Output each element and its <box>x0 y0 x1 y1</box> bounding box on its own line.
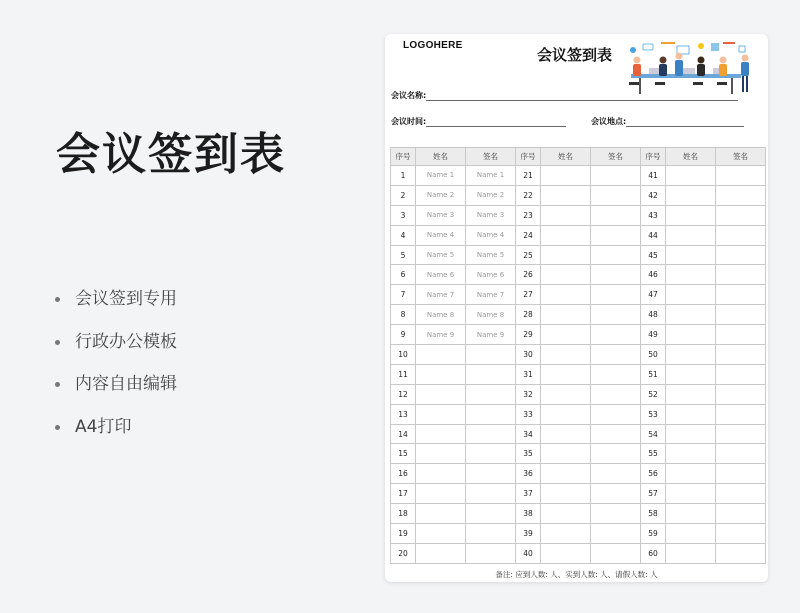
name-cell[interactable]: Name 8 <box>416 305 466 325</box>
sign-in-sheet <box>385 34 768 582</box>
column-header: 签名 <box>716 148 766 166</box>
signature-cell[interactable]: Name 1 <box>466 166 516 186</box>
name-cell[interactable] <box>416 543 466 563</box>
signature-cell[interactable] <box>591 484 641 504</box>
signature-cell[interactable] <box>716 404 766 424</box>
row-number: 29 <box>516 325 541 345</box>
signature-cell[interactable] <box>716 424 766 444</box>
signature-cell[interactable]: Name 8 <box>466 305 516 325</box>
name-cell[interactable] <box>666 205 716 225</box>
name-cell[interactable] <box>666 543 716 563</box>
bullet-icon <box>55 340 60 345</box>
name-cell[interactable]: Name 7 <box>416 285 466 305</box>
row-number: 27 <box>516 285 541 305</box>
row-number: 56 <box>641 464 666 484</box>
signature-cell[interactable] <box>591 404 641 424</box>
signature-cell[interactable] <box>591 464 641 484</box>
row-number: 42 <box>641 185 666 205</box>
signature-cell[interactable]: Name 4 <box>466 225 516 245</box>
signature-cell[interactable] <box>716 185 766 205</box>
row-number: 9 <box>391 325 416 345</box>
table-header-row <box>391 148 766 166</box>
name-cell[interactable] <box>541 404 591 424</box>
row-number: 5 <box>391 245 416 265</box>
name-cell[interactable] <box>541 543 591 563</box>
name-cell[interactable] <box>541 364 591 384</box>
signature-cell[interactable] <box>716 464 766 484</box>
name-cell[interactable] <box>666 424 716 444</box>
signature-cell[interactable] <box>466 444 516 464</box>
row-number: 20 <box>391 543 416 563</box>
name-cell[interactable] <box>416 464 466 484</box>
name-cell[interactable] <box>666 504 716 524</box>
signature-cell[interactable] <box>716 484 766 504</box>
table-row <box>391 524 766 544</box>
row-number: 50 <box>641 345 666 365</box>
name-cell[interactable] <box>416 364 466 384</box>
column-header: 序号 <box>516 148 541 166</box>
meeting-time-field: 会议时间: <box>391 116 566 127</box>
row-number: 48 <box>641 305 666 325</box>
name-cell[interactable] <box>541 504 591 524</box>
name-cell[interactable] <box>541 185 591 205</box>
table-row <box>391 364 766 384</box>
row-number: 10 <box>391 345 416 365</box>
signature-cell[interactable] <box>466 404 516 424</box>
name-cell[interactable] <box>666 404 716 424</box>
row-number: 23 <box>516 205 541 225</box>
table-body <box>391 166 766 564</box>
signature-cell[interactable] <box>591 504 641 524</box>
promo-title: 会议签到表 <box>56 129 286 180</box>
table-row <box>391 404 766 424</box>
column-header: 签名 <box>466 148 516 166</box>
row-number: 19 <box>391 524 416 544</box>
name-cell[interactable]: Name 9 <box>416 325 466 345</box>
row-number: 17 <box>391 484 416 504</box>
row-number: 47 <box>641 285 666 305</box>
name-cell[interactable] <box>541 265 591 285</box>
signature-cell[interactable] <box>591 245 641 265</box>
name-cell[interactable] <box>666 364 716 384</box>
signature-cell[interactable] <box>716 345 766 365</box>
row-number: 12 <box>391 384 416 404</box>
row-number: 55 <box>641 444 666 464</box>
table-row <box>391 504 766 524</box>
table-row <box>391 166 766 186</box>
table-row <box>391 285 766 305</box>
row-number: 49 <box>641 325 666 345</box>
signature-cell[interactable] <box>591 524 641 544</box>
signature-cell[interactable] <box>591 424 641 444</box>
name-cell[interactable] <box>416 384 466 404</box>
table-row <box>391 543 766 563</box>
name-cell[interactable] <box>416 444 466 464</box>
name-cell[interactable] <box>541 444 591 464</box>
signature-cell[interactable] <box>591 166 641 186</box>
sheet-title: 会议签到表 <box>537 46 613 64</box>
row-number: 2 <box>391 185 416 205</box>
signature-cell[interactable] <box>716 245 766 265</box>
table-row <box>391 305 766 325</box>
signature-cell[interactable]: Name 5 <box>466 245 516 265</box>
signature-cell[interactable] <box>591 325 641 345</box>
row-number: 60 <box>641 543 666 563</box>
signature-cell[interactable] <box>466 364 516 384</box>
name-cell[interactable] <box>541 424 591 444</box>
signature-cell[interactable] <box>716 166 766 186</box>
signature-cell[interactable] <box>591 543 641 563</box>
table-row <box>391 484 766 504</box>
signature-cell[interactable] <box>466 384 516 404</box>
row-number: 40 <box>516 543 541 563</box>
name-cell[interactable] <box>416 424 466 444</box>
name-cell[interactable] <box>666 464 716 484</box>
row-number: 16 <box>391 464 416 484</box>
table-row <box>391 464 766 484</box>
signature-cell[interactable] <box>716 225 766 245</box>
column-header: 姓名 <box>666 148 716 166</box>
name-cell[interactable]: Name 5 <box>416 245 466 265</box>
signature-cell[interactable] <box>591 185 641 205</box>
feature-item: A4打印 <box>55 414 177 457</box>
row-number: 15 <box>391 444 416 464</box>
name-cell[interactable] <box>666 345 716 365</box>
signature-cell[interactable]: Name 3 <box>466 205 516 225</box>
name-cell[interactable] <box>541 464 591 484</box>
signature-cell[interactable]: Name 7 <box>466 285 516 305</box>
signature-cell[interactable] <box>716 524 766 544</box>
row-number: 53 <box>641 404 666 424</box>
attendance-table <box>390 147 766 564</box>
name-cell[interactable] <box>541 285 591 305</box>
row-number: 3 <box>391 205 416 225</box>
name-cell[interactable] <box>666 285 716 305</box>
column-header: 序号 <box>641 148 666 166</box>
signature-cell[interactable] <box>716 504 766 524</box>
row-number: 21 <box>516 166 541 186</box>
name-cell[interactable]: Name 2 <box>416 185 466 205</box>
name-cell[interactable] <box>666 185 716 205</box>
name-cell[interactable]: Name 1 <box>416 166 466 186</box>
meeting-name-field: 会议名称: <box>391 90 738 101</box>
signature-cell[interactable] <box>591 364 641 384</box>
row-number: 31 <box>516 364 541 384</box>
name-cell[interactable] <box>666 444 716 464</box>
name-cell[interactable] <box>541 245 591 265</box>
footer-note: 备注: 应到人数: 人、实到人数: 人、请假人数: 人 <box>495 570 658 579</box>
column-header: 姓名 <box>416 148 466 166</box>
row-number: 22 <box>516 185 541 205</box>
name-cell[interactable] <box>416 345 466 365</box>
signature-cell[interactable]: Name 9 <box>466 325 516 345</box>
signature-cell[interactable] <box>716 364 766 384</box>
name-cell[interactable] <box>666 484 716 504</box>
row-number: 8 <box>391 305 416 325</box>
signature-cell[interactable] <box>716 205 766 225</box>
row-number: 45 <box>641 245 666 265</box>
signature-cell[interactable] <box>716 325 766 345</box>
signature-cell[interactable] <box>466 543 516 563</box>
column-header: 姓名 <box>541 148 591 166</box>
row-number: 6 <box>391 265 416 285</box>
name-cell[interactable] <box>416 524 466 544</box>
signature-cell[interactable] <box>716 265 766 285</box>
meeting-place-line[interactable] <box>626 118 744 127</box>
signature-cell[interactable] <box>466 464 516 484</box>
name-cell[interactable] <box>541 524 591 544</box>
name-cell[interactable] <box>541 384 591 404</box>
row-number: 30 <box>516 345 541 365</box>
row-number: 13 <box>391 404 416 424</box>
signature-cell[interactable] <box>591 285 641 305</box>
row-number: 11 <box>391 364 416 384</box>
row-number: 4 <box>391 225 416 245</box>
row-number: 26 <box>516 265 541 285</box>
row-number: 58 <box>641 504 666 524</box>
row-number: 54 <box>641 424 666 444</box>
row-number: 37 <box>516 484 541 504</box>
row-number: 28 <box>516 305 541 325</box>
name-cell[interactable] <box>666 524 716 544</box>
name-cell[interactable] <box>541 484 591 504</box>
name-cell[interactable] <box>666 166 716 186</box>
row-number: 41 <box>641 166 666 186</box>
signature-cell[interactable] <box>716 444 766 464</box>
table-row <box>391 384 766 404</box>
row-number: 38 <box>516 504 541 524</box>
table-row <box>391 424 766 444</box>
table-row <box>391 325 766 345</box>
name-cell[interactable]: Name 4 <box>416 225 466 245</box>
name-cell[interactable] <box>416 404 466 424</box>
meeting-place-field: 会议地点: <box>591 116 744 127</box>
name-cell[interactable]: Name 6 <box>416 265 466 285</box>
signature-cell[interactable] <box>716 285 766 305</box>
row-number: 7 <box>391 285 416 305</box>
table-row <box>391 265 766 285</box>
row-number: 32 <box>516 384 541 404</box>
signature-cell[interactable] <box>466 484 516 504</box>
name-cell[interactable] <box>416 484 466 504</box>
feature-item: 内容自由编辑 <box>55 371 177 414</box>
signature-cell[interactable]: Name 6 <box>466 265 516 285</box>
row-number: 44 <box>641 225 666 245</box>
column-header: 序号 <box>391 148 416 166</box>
signature-cell[interactable] <box>716 384 766 404</box>
row-number: 52 <box>641 384 666 404</box>
name-cell[interactable] <box>541 345 591 365</box>
name-cell[interactable]: Name 3 <box>416 205 466 225</box>
table-row <box>391 245 766 265</box>
row-number: 43 <box>641 205 666 225</box>
signature-cell[interactable] <box>591 225 641 245</box>
name-cell[interactable] <box>666 245 716 265</box>
signature-cell[interactable] <box>591 384 641 404</box>
meeting-time-line[interactable] <box>426 118 566 127</box>
signature-cell[interactable] <box>591 444 641 464</box>
row-number: 46 <box>641 265 666 285</box>
signature-cell[interactable] <box>591 265 641 285</box>
signature-cell[interactable] <box>591 205 641 225</box>
column-header: 签名 <box>591 148 641 166</box>
row-number: 14 <box>391 424 416 444</box>
name-cell[interactable] <box>541 225 591 245</box>
bullet-icon <box>55 425 60 430</box>
name-cell[interactable] <box>666 305 716 325</box>
name-cell[interactable] <box>666 384 716 404</box>
name-cell[interactable] <box>541 166 591 186</box>
name-cell[interactable] <box>541 305 591 325</box>
logo: LOGOHERE <box>403 40 463 51</box>
signature-cell[interactable] <box>466 424 516 444</box>
row-number: 36 <box>516 464 541 484</box>
row-number: 33 <box>516 404 541 424</box>
signature-cell[interactable]: Name 2 <box>466 185 516 205</box>
row-number: 51 <box>641 364 666 384</box>
name-cell[interactable] <box>666 265 716 285</box>
row-number: 34 <box>516 424 541 444</box>
bullet-icon <box>55 382 60 387</box>
table-row <box>391 185 766 205</box>
row-number: 39 <box>516 524 541 544</box>
row-number: 1 <box>391 166 416 186</box>
name-cell[interactable] <box>541 325 591 345</box>
name-cell[interactable] <box>666 225 716 245</box>
feature-item: 行政办公模板 <box>55 329 177 372</box>
signature-cell[interactable] <box>466 504 516 524</box>
name-cell[interactable] <box>416 504 466 524</box>
table-row <box>391 225 766 245</box>
row-number: 25 <box>516 245 541 265</box>
row-number: 57 <box>641 484 666 504</box>
meeting-name-line[interactable] <box>426 92 738 101</box>
table-row <box>391 345 766 365</box>
table-row <box>391 444 766 464</box>
feature-item: 会议签到专用 <box>55 286 177 329</box>
signature-cell[interactable] <box>591 305 641 325</box>
meeting-illustration-icon <box>619 38 755 98</box>
signature-cell[interactable] <box>591 345 641 365</box>
table-row <box>391 205 766 225</box>
signature-cell[interactable] <box>716 305 766 325</box>
signature-cell[interactable] <box>716 543 766 563</box>
row-number: 59 <box>641 524 666 544</box>
name-cell[interactable] <box>541 205 591 225</box>
signature-cell[interactable] <box>466 345 516 365</box>
feature-list <box>55 286 177 456</box>
row-number: 18 <box>391 504 416 524</box>
name-cell[interactable] <box>666 325 716 345</box>
bullet-icon <box>55 297 60 302</box>
signature-cell[interactable] <box>466 524 516 544</box>
row-number: 35 <box>516 444 541 464</box>
row-number: 24 <box>516 225 541 245</box>
